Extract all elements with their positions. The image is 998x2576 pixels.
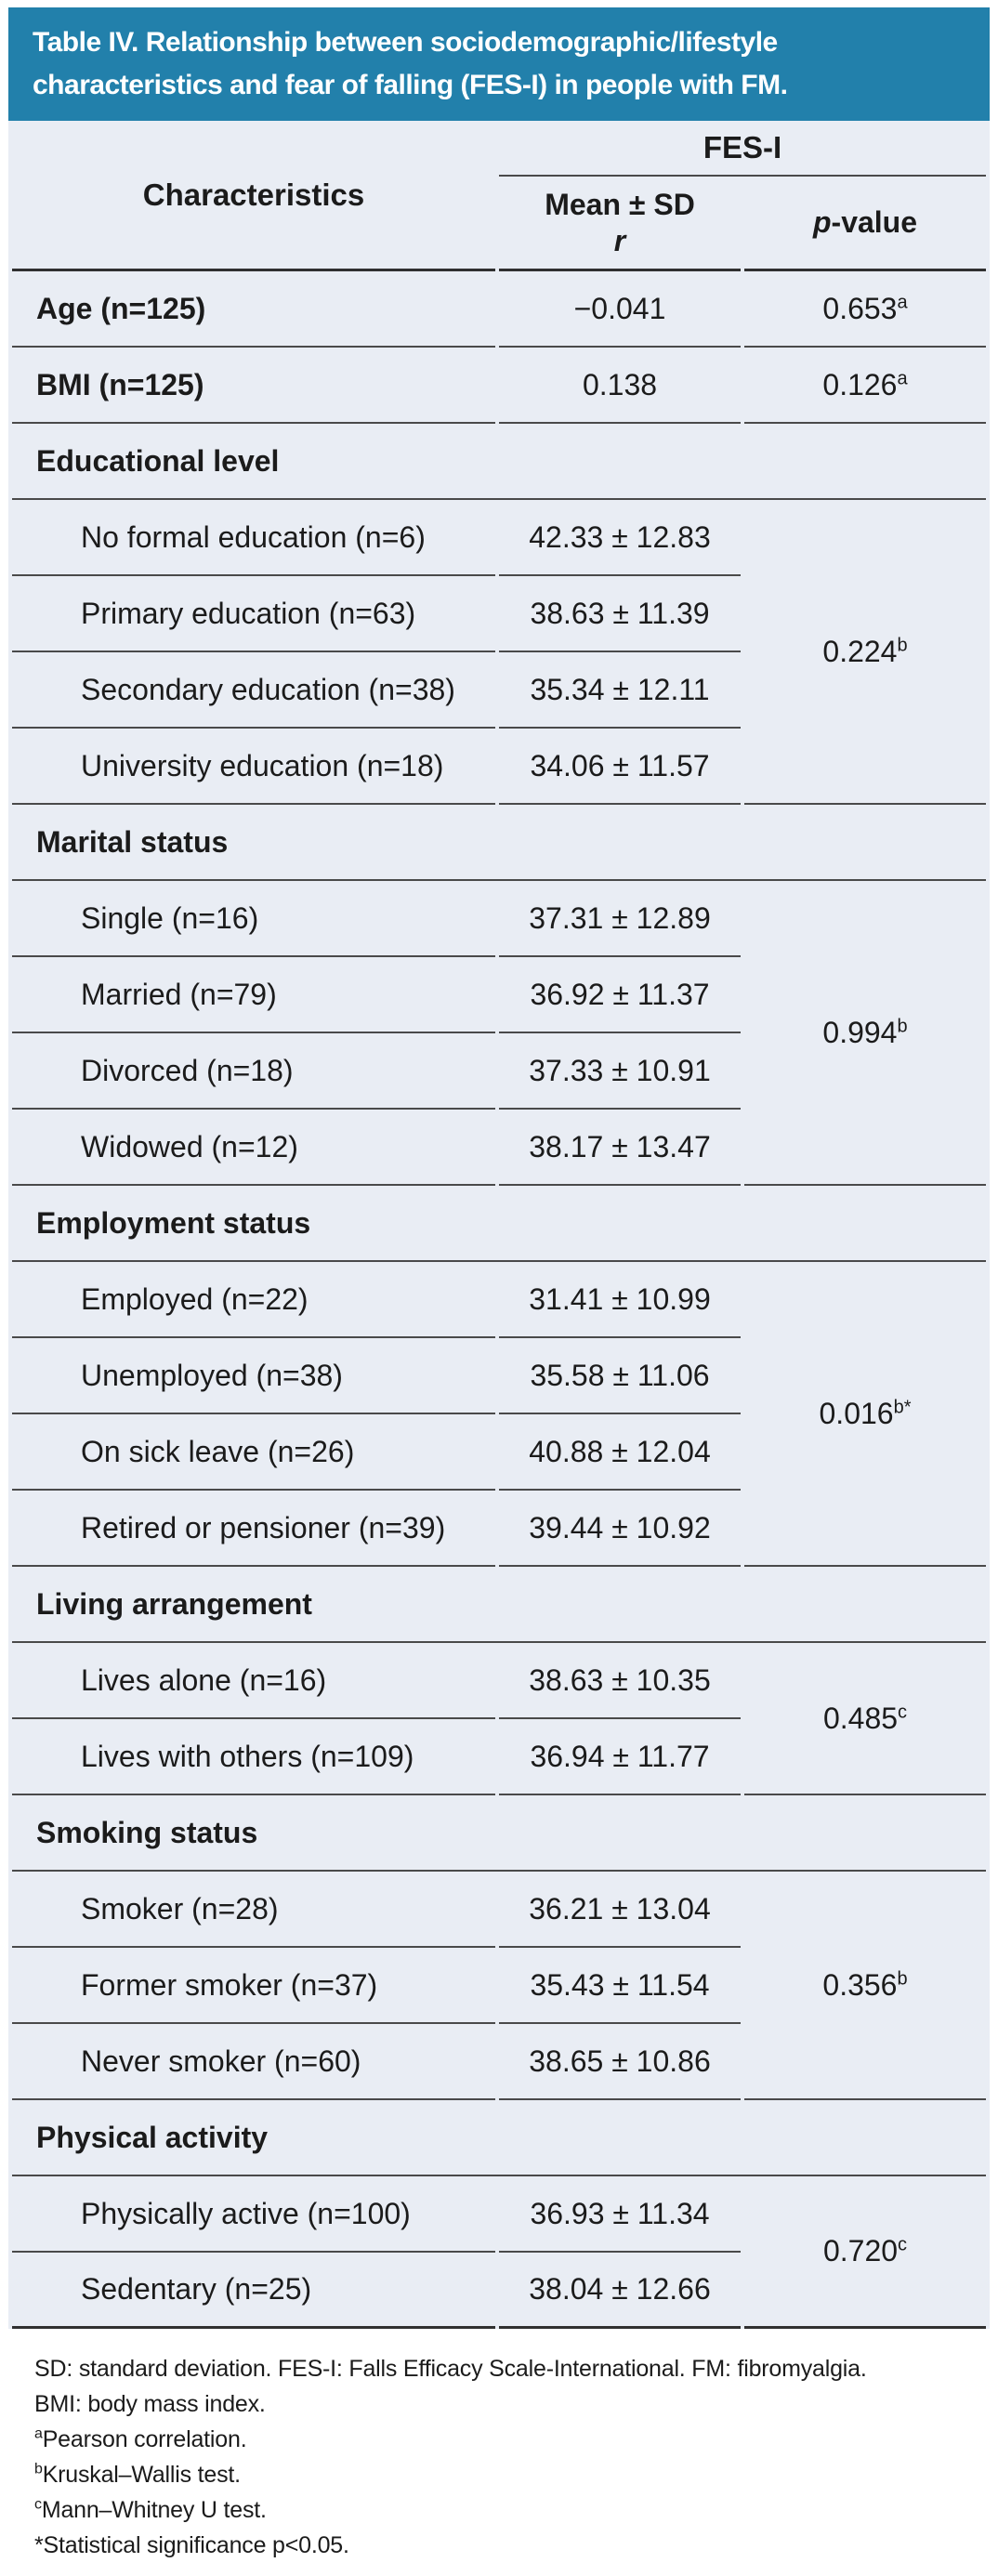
row-value: 36.92 ± 11.37 <box>499 957 741 1033</box>
row-label: On sick leave (n=26) <box>12 1414 495 1491</box>
row-pvalue: 0.653$^a$ <box>744 271 986 348</box>
row-label: Single (n=16) <box>12 881 495 957</box>
section-header-row <box>12 1795 986 1872</box>
group-pvalue: 0.485$^c$ <box>744 1643 986 1795</box>
section-header: Living arrangement <box>12 1567 986 1643</box>
section-header: Physical activity <box>12 2100 986 2176</box>
row-value: 34.06 ± 11.57 <box>499 729 741 805</box>
table-title-line2: characteristics and fear of falling (FES-I) in people with FM. <box>33 70 788 100</box>
row-label: Former smoker (n=37) <box>12 1948 495 2024</box>
table-title <box>8 7 990 121</box>
characteristics-header: Characteristics <box>12 121 495 271</box>
row-label: No formal education (n=6) <box>12 500 495 576</box>
row-label: Divorced (n=18) <box>12 1033 495 1110</box>
section-header: Smoking status <box>12 1795 986 1872</box>
fesi-group-header: FES-I <box>499 121 986 177</box>
row-value: 38.04 ± 12.66 <box>499 2253 741 2329</box>
section-header-row <box>12 1567 986 1643</box>
p-value-header: p-value <box>744 177 986 271</box>
row-label: Lives with others (n=109) <box>12 1719 495 1795</box>
row-label: University education (n=18) <box>12 729 495 805</box>
footnote-significance: *Statistical significance p<0.05. <box>34 2532 349 2558</box>
row-value: 36.21 ± 13.04 <box>499 1872 741 1948</box>
row-pvalue: 0.126$^a$ <box>744 348 986 424</box>
row-value: 35.43 ± 11.54 <box>499 1948 741 2024</box>
row-label: Sedentary (n=25) <box>12 2253 495 2329</box>
group-pvalue: $0.016^{b*}$ <box>744 1262 986 1567</box>
row-label: Smoker (n=28) <box>12 1872 495 1948</box>
table-row-age <box>12 271 986 348</box>
row-label: Lives alone (n=16) <box>12 1643 495 1719</box>
row-label: Widowed (n=12) <box>12 1110 495 1186</box>
section-header: Educational level <box>12 424 986 500</box>
row-value: 42.33 ± 12.83 <box>499 500 741 576</box>
row-value: 36.94 ± 11.77 <box>499 1719 741 1795</box>
row-value: 39.44 ± 10.92 <box>499 1491 741 1567</box>
row-value: 37.33 ± 10.91 <box>499 1033 741 1110</box>
row-label: Never smoker (n=60) <box>12 2024 495 2100</box>
row-value: 31.41 ± 10.99 <box>499 1262 741 1338</box>
row-label: Unemployed (n=38) <box>12 1338 495 1414</box>
row-value: 38.63 ± 10.35 <box>499 1643 741 1719</box>
footnote-a: $^a$Pearson correlation. <box>34 2425 247 2452</box>
section-header-row <box>12 2100 986 2176</box>
row-value: 40.88 ± 12.04 <box>499 1414 741 1491</box>
row-label: Physically active (n=100) <box>12 2176 495 2253</box>
row-value: 38.63 ± 11.39 <box>499 576 741 652</box>
row-label: BMI (n=125) <box>12 348 495 424</box>
mean-sd-header <box>499 177 741 271</box>
table-title-line1: Table IV. Relationship between sociodemographic/lifestyle <box>33 27 778 58</box>
row-label: Retired or pensioner (n=39) <box>12 1491 495 1567</box>
table-row <box>12 1872 986 1948</box>
section-header: Marital status <box>12 805 986 881</box>
row-label: Secondary education (n=38) <box>12 652 495 729</box>
row-label: Age (n=125) <box>12 271 495 348</box>
footnotes <box>8 2329 990 2576</box>
group-pvalue: 0.356$^b$ <box>744 1872 986 2100</box>
row-label: Married (n=79) <box>12 957 495 1033</box>
row-value: 35.34 ± 12.11 <box>499 652 741 729</box>
table-row <box>12 500 986 576</box>
group-pvalue: 0.720$^c$ <box>744 2176 986 2329</box>
group-pvalue: 0.224$^b$ <box>744 500 986 805</box>
row-value: 38.17 ± 13.47 <box>499 1110 741 1186</box>
row-label: Primary education (n=63) <box>12 576 495 652</box>
fes-table <box>8 121 990 2329</box>
row-value: 37.31 ± 12.89 <box>499 881 741 957</box>
footnote-b: $^b$Kruskal–Wallis test. <box>34 2461 241 2488</box>
section-header-row <box>12 1186 986 1262</box>
footnote-abbreviations: SD: standard deviation. FES-I: Falls Efficacy Scale-International. FM: fibromyalgia. <box>34 2356 867 2382</box>
table-row <box>12 2176 986 2253</box>
section-header-row <box>12 805 986 881</box>
r-label: r <box>613 223 626 257</box>
row-value: 38.65 ± 10.86 <box>499 2024 741 2100</box>
header-row-1 <box>12 121 986 177</box>
row-value: 0.138 <box>499 348 741 424</box>
table-row-bmi <box>12 348 986 424</box>
mean-sd-label: Mean ± SD <box>545 188 695 222</box>
table-row <box>12 1643 986 1719</box>
section-header-row <box>12 424 986 500</box>
row-value: 36.93 ± 11.34 <box>499 2176 741 2253</box>
footnote-bmi: BMI: body mass index. <box>34 2391 266 2417</box>
table-row <box>12 881 986 957</box>
footnote-c: $^c$Mann–Whitney U test. <box>34 2496 267 2523</box>
section-header: Employment status <box>12 1186 986 1262</box>
row-value: 35.58 ± 11.06 <box>499 1338 741 1414</box>
group-pvalue: 0.994$^b$ <box>744 881 986 1186</box>
table-row <box>12 1262 986 1338</box>
row-label: Employed (n=22) <box>12 1262 495 1338</box>
row-value: −0.041 <box>499 271 741 348</box>
